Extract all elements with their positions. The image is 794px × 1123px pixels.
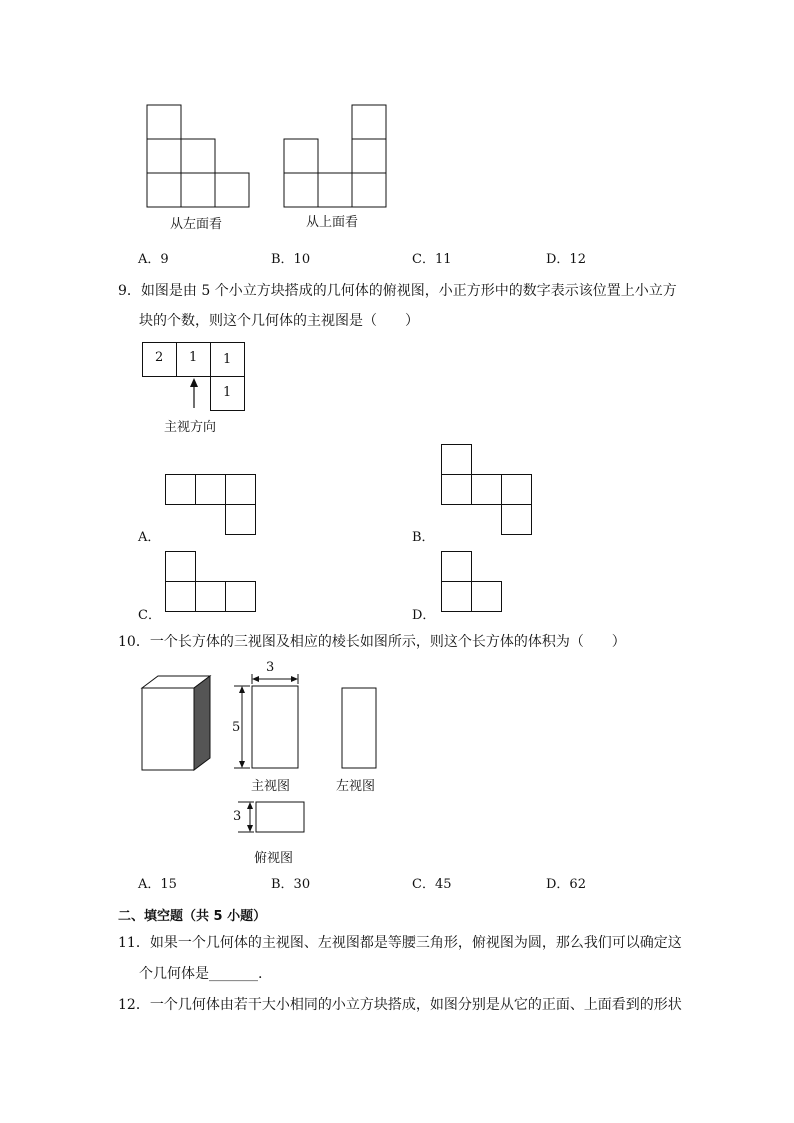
- q9-option-b-figure: [441, 444, 535, 536]
- q9-option-c-figure: [165, 551, 259, 613]
- q10-left-label: 左视图: [336, 779, 376, 794]
- q10-left-view: [340, 686, 380, 770]
- q9-option-a-label: A．: [138, 530, 161, 545]
- q8-left-view-figure: [145, 103, 255, 208]
- q10-option-a: A．15: [138, 877, 177, 892]
- q10-option-b: B．30: [271, 877, 311, 892]
- q8-option-c: C．11: [412, 252, 452, 267]
- q9-arrow-label: 主视方向: [164, 420, 217, 435]
- q10-front-view: [230, 660, 306, 772]
- q9-stem-line2: 块的个数，则这个几何体的主视图是（ ）: [139, 313, 419, 329]
- q8-caption-left: 从左面看: [170, 217, 223, 232]
- q10-stem: 10．一个长方体的三视图及相应的棱长如图所示，则这个长方体的体积为（ ）: [118, 634, 626, 650]
- q10-option-d: D．62: [546, 877, 586, 892]
- q11-line2: 个几何体是_______.: [139, 966, 263, 982]
- q10-cuboid-3d: [140, 674, 212, 772]
- q9-view-direction-arrow: [188, 378, 200, 410]
- q10-dim-width: 3: [266, 660, 275, 675]
- q11-line1: 11．如果一个几何体的主视图、左视图都是等腰三角形，俯视图为圆，那么我们可以确定这: [118, 935, 682, 951]
- q9-grid-number: 1: [189, 350, 198, 365]
- q10-dim-depth: 3: [233, 809, 242, 824]
- q9-grid-number: 1: [223, 352, 232, 367]
- q9-stem-line1: 9．如图是由 5 个小立方块搭成的几何体的俯视图，小正方形中的数字表示该位置上小立方: [118, 283, 677, 299]
- q9-option-d-figure: [441, 551, 505, 613]
- q8-option-a: A．9: [138, 252, 169, 267]
- q10-top-view: [236, 799, 308, 835]
- q9-option-d-label: D．: [412, 608, 436, 623]
- q8-option-d: D．12: [546, 252, 586, 267]
- q9-grid-number: 2: [155, 350, 164, 365]
- q10-dim-height: 5: [232, 720, 241, 735]
- q9-option-b-label: B．: [412, 530, 435, 545]
- q10-front-label: 主视图: [251, 779, 291, 794]
- q12-line1: 12．一个几何体由若干大小相同的小立方块搭成，如图分别是从它的正面、上面看到的形状: [118, 997, 682, 1013]
- q9-grid-number: 1: [223, 385, 232, 400]
- q9-option-c-label: C．: [138, 608, 161, 623]
- q10-top-label: 俯视图: [254, 851, 294, 866]
- q8-option-b: B．10: [271, 252, 311, 267]
- q8-caption-top: 从上面看: [306, 215, 359, 230]
- q9-option-a-figure: [165, 474, 259, 536]
- q8-top-view-figure: [282, 103, 392, 208]
- section-heading-fill-blank: 二、填空题（共 5 小题）: [118, 909, 267, 924]
- q10-option-c: C．45: [412, 877, 452, 892]
